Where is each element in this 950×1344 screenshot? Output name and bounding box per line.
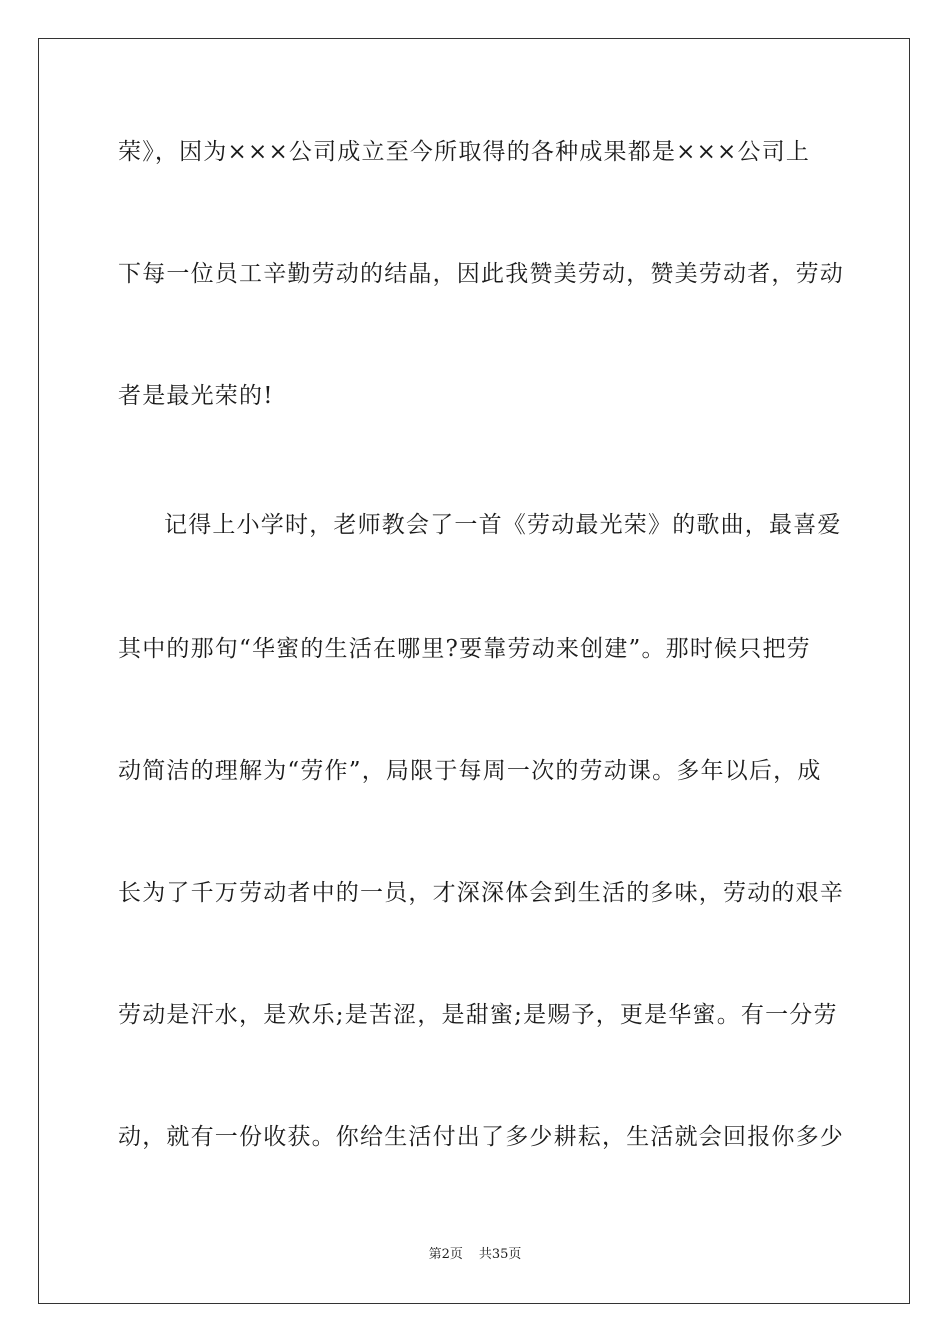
text-line: 动，就有一份收获。你给生活付出了多少耕耘，生活就会回报你多少 [118, 1124, 844, 1150]
paragraph-first-line: 记得上小学时，老师教会了一首《劳动最光荣》的歌曲，最喜爱 [164, 512, 842, 538]
text-line: 其中的那句“华蜜的生活在哪里?要靠劳动来创建”。那时候只把劳 [118, 636, 811, 662]
text-line: 下每一位员工辛勤劳动的结晶，因此我赞美劳动，赞美劳动者，劳动 [118, 261, 844, 287]
text-line: 长为了千万劳动者中的一员，才深深体会到生活的多味，劳动的艰辛 [118, 880, 844, 906]
text-line: 者是最光荣的! [118, 383, 274, 409]
page-border [38, 38, 910, 1304]
total-pages: 共35页 [478, 1247, 522, 1262]
text-line: 动简洁的理解为“劳作”，局限于每周一次的劳动课。多年以后，成 [118, 758, 822, 784]
text-line: 劳动是汗水，是欢乐;是苦涩，是甜蜜;是赐予，更是华蜜。有一分劳 [118, 1002, 838, 1028]
page-footer [0, 1246, 950, 1264]
page-number: 第2页 [428, 1247, 463, 1262]
text-line: 荣》，因为×××公司成立至今所取得的各种成果都是×××公司上 [118, 139, 811, 165]
